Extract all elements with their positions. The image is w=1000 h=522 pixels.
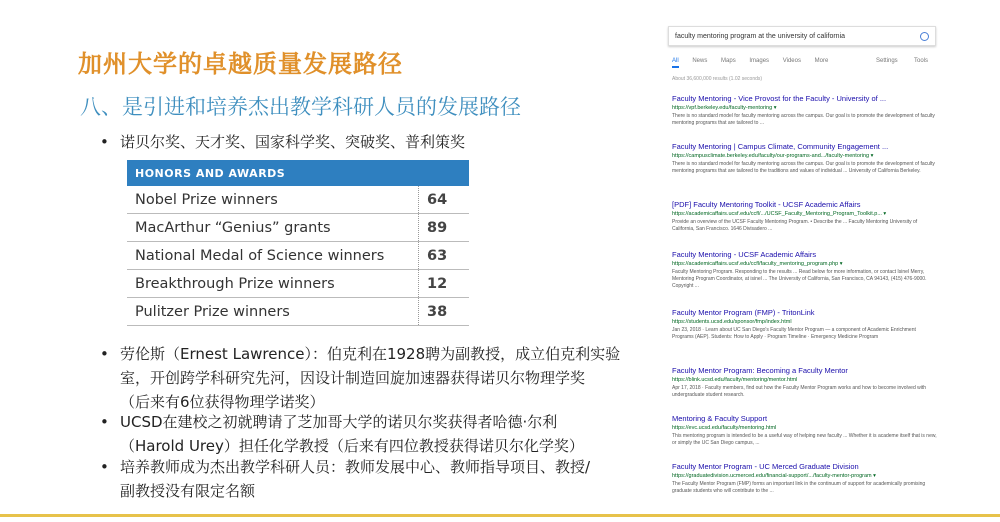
- award-count: 38: [419, 298, 470, 326]
- award-count: 63: [419, 242, 470, 270]
- bullet-text: 培养教师成为杰出教学科研人员：教师发展中心、教师指导项目、教授/: [120, 458, 591, 476]
- search-result: [672, 366, 937, 399]
- bullet-faculty-development: [100, 455, 591, 503]
- footer-divider: [0, 514, 1000, 517]
- search-result: [672, 414, 937, 447]
- search-result: [672, 462, 937, 495]
- bullet-text: 诺贝尔奖、天才奖、国家科学奖、突破奖、普利策奖: [120, 133, 466, 151]
- result-title-link[interactable]: Faculty Mentor Program (FMP) - TritonLink: [672, 308, 815, 317]
- result-title-link[interactable]: Faculty Mentor Program - UC Merced Graduate Division: [672, 462, 859, 471]
- search-result: [672, 142, 937, 175]
- result-title-link[interactable]: Mentoring & Faculty Support: [672, 414, 768, 423]
- search-tabs: [672, 58, 942, 68]
- result-url: https://vpf.berkeley.edu/faculty-mentoring ▾: [672, 105, 777, 111]
- tab-news[interactable]: News: [692, 58, 708, 64]
- tab-tools[interactable]: Tools: [914, 58, 929, 64]
- result-snippet: Provide an overview of the UCSF Faculty Mentoring Program. • Describe the ... Faculty Mentoring University of California, San Francisco. 1646 Divisadero ...: [672, 219, 918, 232]
- award-name: National Medal of Science winners: [127, 242, 419, 270]
- search-result: [672, 250, 937, 290]
- result-snippet: Faculty Mentoring Program. Responding to the results ... Read below for more information, or contact Isinel Merry, Mentoring Program Coordinator, at isinel ... The University of California, San Francisco, CA 94143, (415) 476-9000. Copyright ...: [672, 269, 927, 289]
- bullet-awards: [100, 130, 466, 154]
- award-name: Breakthrough Prize winners: [127, 270, 419, 298]
- result-snippet: Apr 17, 2018 · Faculty members, find out how the Faculty Mentor Program works and how to become involved with undergraduate student research.: [672, 385, 927, 398]
- page-title: 加州大学的卓越质量发展路径: [78, 50, 403, 78]
- honors-table: [127, 160, 469, 326]
- result-url: https://blink.ucsd.edu/faculty/mentoring/mentor.html: [672, 377, 798, 383]
- search-result: [672, 200, 937, 233]
- award-name: Pulitzer Prize winners: [127, 298, 419, 326]
- bullet-dot-icon: •: [100, 413, 109, 431]
- result-url: https://graduatedivision.ucmerced.edu/financial-support/.../faculty-mentor-program ▾: [672, 473, 876, 479]
- award-count: 12: [419, 270, 470, 298]
- award-count: 64: [419, 186, 470, 214]
- result-title-link[interactable]: Faculty Mentoring | Campus Climate, Community Engagement ...: [672, 142, 889, 151]
- tab-all[interactable]: All: [672, 58, 679, 68]
- bullet-text: 室，开创跨学科研究先河，因设计制造回旋加速器获得诺贝尔物理学奖: [120, 369, 586, 387]
- award-name: Nobel Prize winners: [127, 186, 419, 214]
- result-url: https://campusclimate.berkeley.edu/faculty/our-programs-and.../faculty-mentoring ▾: [672, 153, 874, 159]
- result-url: https://students.ucsd.edu/sponsor/fmp/index.html: [672, 319, 792, 325]
- award-count: 89: [419, 214, 470, 242]
- tab-images[interactable]: Images: [749, 58, 770, 64]
- result-snippet: This mentoring program is intended to be a useful way of helping new faculty ... Whether it is academe itself that is new, or simply the UC San Diego campus, ...: [672, 433, 937, 446]
- result-snippet: There is no standard model for faculty mentoring across the campus. Our goal is to promote the development of faculty mentoring programs that are tailored to the traditions and values of individual ... University of California Berkeley.: [672, 161, 935, 174]
- search-results-panel: [660, 18, 945, 494]
- result-url: https://academicaffairs.ucsf.edu/ccfl/faculty_mentoring_program.php ▾: [672, 261, 843, 267]
- bullet-lawrence: [100, 342, 621, 414]
- table-row: [127, 214, 469, 242]
- bullet-ucsd: [100, 410, 584, 458]
- table-row: [127, 298, 469, 326]
- bullet-text: 劳伦斯（Ernest Lawrence）：伯克利在1928聘为副教授，成立伯克利实验: [120, 345, 621, 363]
- result-title-link[interactable]: [PDF] Faculty Mentoring Toolkit - UCSF Academic Affairs: [672, 200, 861, 209]
- search-result: [672, 308, 937, 341]
- page-subtitle: 八、是引进和培养杰出教学科研人员的发展路径: [80, 95, 521, 119]
- result-snippet: There is no standard model for faculty mentoring across the campus. Our goal is to promote the development of faculty mentoring programs that are tailored to ...: [672, 113, 935, 126]
- result-title-link[interactable]: Faculty Mentor Program: Becoming a Faculty Mentor: [672, 366, 848, 375]
- search-input[interactable]: [668, 26, 936, 46]
- result-title-link[interactable]: Faculty Mentoring - Vice Provost for the Faculty - University of ...: [672, 94, 887, 103]
- bullet-dot-icon: •: [100, 345, 109, 363]
- result-url: https://evc.ucsd.edu/faculty/mentoring.html: [672, 425, 777, 431]
- search-result: [672, 94, 937, 127]
- table-row: [127, 242, 469, 270]
- table-row: [127, 270, 469, 298]
- result-snippet: The Faculty Mentor Program (FMP) forms an important link in the continuum of support for academically promising graduate students who will contribute to the ...: [672, 481, 926, 494]
- bullet-text: UCSD在建校之初就聘请了芝加哥大学的诺贝尔奖获得者哈德·尔利: [120, 413, 558, 431]
- bullet-text: 副教授没有限定名额: [120, 482, 256, 500]
- tab-maps[interactable]: Maps: [721, 58, 736, 64]
- bullet-text: （Harold Urey）担任化学教授（后来有四位教授获得诺贝尔化学奖）: [120, 437, 584, 455]
- search-query: faculty mentoring program at the university of california: [675, 33, 846, 40]
- result-url: https://academicaffairs.ucsf.edu/ccfl/.../UCSF_Faculty_Mentoring_Program_Toolkit.p... ▾: [672, 211, 887, 217]
- table-row: [127, 186, 469, 214]
- tab-settings[interactable]: Settings: [876, 58, 898, 64]
- bullet-dot-icon: •: [100, 458, 109, 476]
- tab-videos[interactable]: Videos: [782, 58, 801, 64]
- honors-header: HONORS AND AWARDS: [127, 160, 469, 186]
- bullet-dot-icon: •: [100, 133, 109, 151]
- bullet-text: （后来有6位获得物理学诺奖）: [120, 393, 325, 411]
- search-icon[interactable]: [920, 32, 929, 41]
- tab-more[interactable]: More: [814, 58, 829, 64]
- award-name: MacArthur “Genius” grants: [127, 214, 419, 242]
- result-title-link[interactable]: Faculty Mentoring - UCSF Academic Affairs: [672, 250, 817, 259]
- result-stats: About 36,600,000 results (1.02 seconds): [672, 76, 763, 82]
- result-snippet: Jan 23, 2018 · Learn about UC San Diego's Faculty Mentor Program — a component of Academic Enrichment Programs (AEP). Students: How to Apply · Program Timeline · Emergency Medicine Program: [672, 327, 916, 340]
